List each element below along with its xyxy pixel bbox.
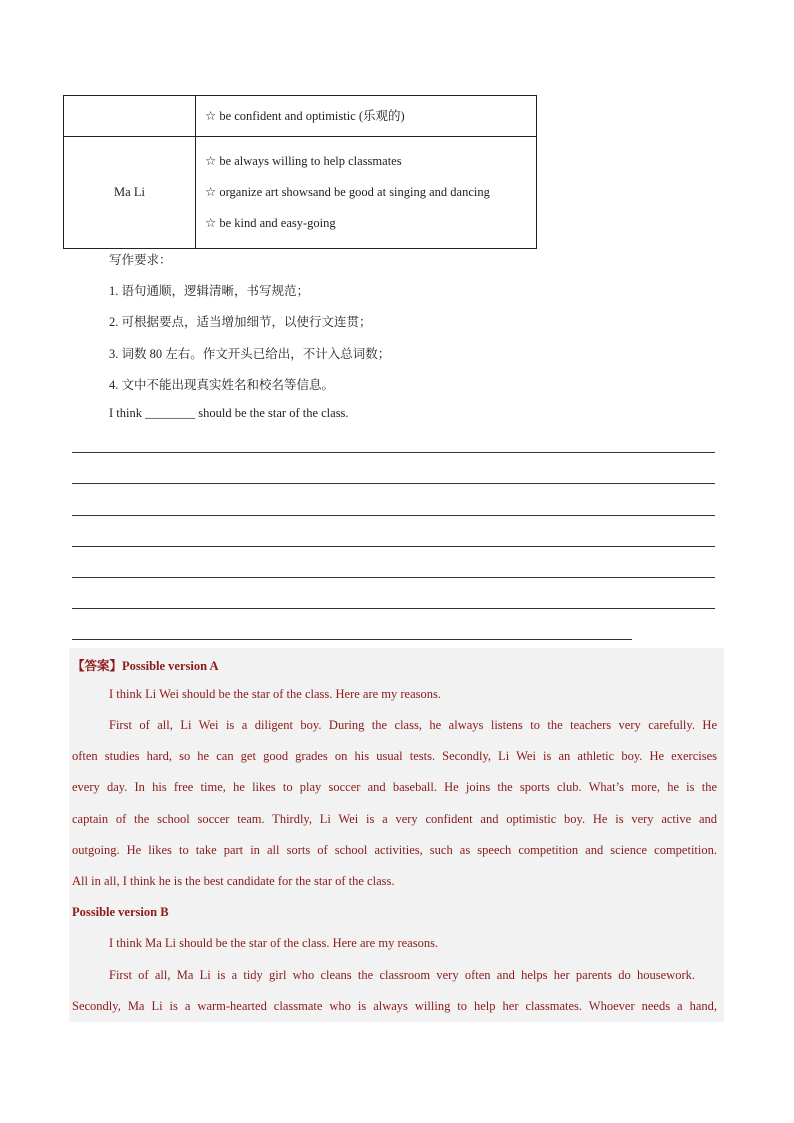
- answer-paragraph-line: First of all, Li Wei is a diligent boy. During the class, he always listens to the teachers very carefully. He: [109, 718, 717, 732]
- requirement-item: 4. 文中不能出现真实姓名和校名等信息。: [109, 378, 335, 392]
- writing-line: [72, 483, 715, 484]
- trait-item: ☆ be kind and easy-going: [205, 216, 336, 230]
- answer-paragraph-line: outgoing. He likes to take part in all sorts of school activities, such as speech competition and science competition.: [72, 843, 717, 857]
- trait-item: ☆ be always willing to help classmates: [205, 154, 402, 168]
- answer-section: [69, 648, 724, 1022]
- writing-line: [72, 608, 715, 609]
- candidate-name-cell: Ma Li: [64, 137, 196, 249]
- requirement-item: 3. 词数 80 左右。作文开头已给出，不计入总词数；: [109, 347, 391, 361]
- table-row: [64, 96, 537, 137]
- traits-cell: [196, 137, 537, 249]
- trait-item: ☆ organize art showsand be good at singing and dancing: [205, 185, 490, 199]
- requirement-item: 2. 可根据要点，适当增加细节，以使行文连贯；: [109, 315, 372, 329]
- writing-line: [72, 546, 715, 547]
- table-row: [64, 137, 537, 249]
- writing-line: [72, 515, 715, 516]
- requirement-item: 1. 语句通顺，逻辑清晰，书写规范；: [109, 284, 310, 298]
- answer-paragraph-line: often studies hard, so he can get good grades on his usual tests. Secondly, Li Wei is an athletic boy. He exercises: [72, 749, 717, 763]
- version-b-heading: Possible version B: [72, 905, 169, 919]
- answer-paragraph-line: Secondly, Ma Li is a warm-hearted classmate who is always willing to help her classmates. Whoever needs a hand,: [72, 999, 717, 1013]
- writing-line: [72, 639, 632, 640]
- answer-paragraph-line: I think Li Wei should be the star of the class. Here are my reasons.: [109, 687, 442, 701]
- trait-item: ☆ be confident and optimistic (乐观的): [205, 108, 405, 123]
- answer-paragraph-line: every day. In his free time, he likes to play soccer and baseball. He joins the sports club. What’s more, he is the: [72, 780, 717, 794]
- answer-paragraph-line: captain of the school soccer team. Thirdly, Li Wei is a very confident and optimistic boy. He is very active and: [72, 812, 717, 826]
- traits-cell: [196, 96, 537, 137]
- answer-paragraph-line: First of all, Ma Li is a tidy girl who cleans the classroom very often and helps her parents do housework.: [109, 968, 695, 982]
- writing-line: [72, 452, 715, 453]
- requirements-heading: 写作要求：: [109, 253, 172, 267]
- answer-paragraph-line: All in all, I think he is the best candidate for the star of the class.: [72, 874, 395, 888]
- answer-paragraph-line: I think Ma Li should be the star of the class. Here are my reasons.: [109, 936, 439, 950]
- candidate-name-cell: [64, 96, 196, 137]
- answer-header: 【答案】Possible version A: [72, 659, 219, 673]
- writing-line: [72, 577, 715, 578]
- candidate-table: [63, 95, 537, 249]
- essay-prompt: I think ________ should be the star of the class.: [109, 406, 349, 420]
